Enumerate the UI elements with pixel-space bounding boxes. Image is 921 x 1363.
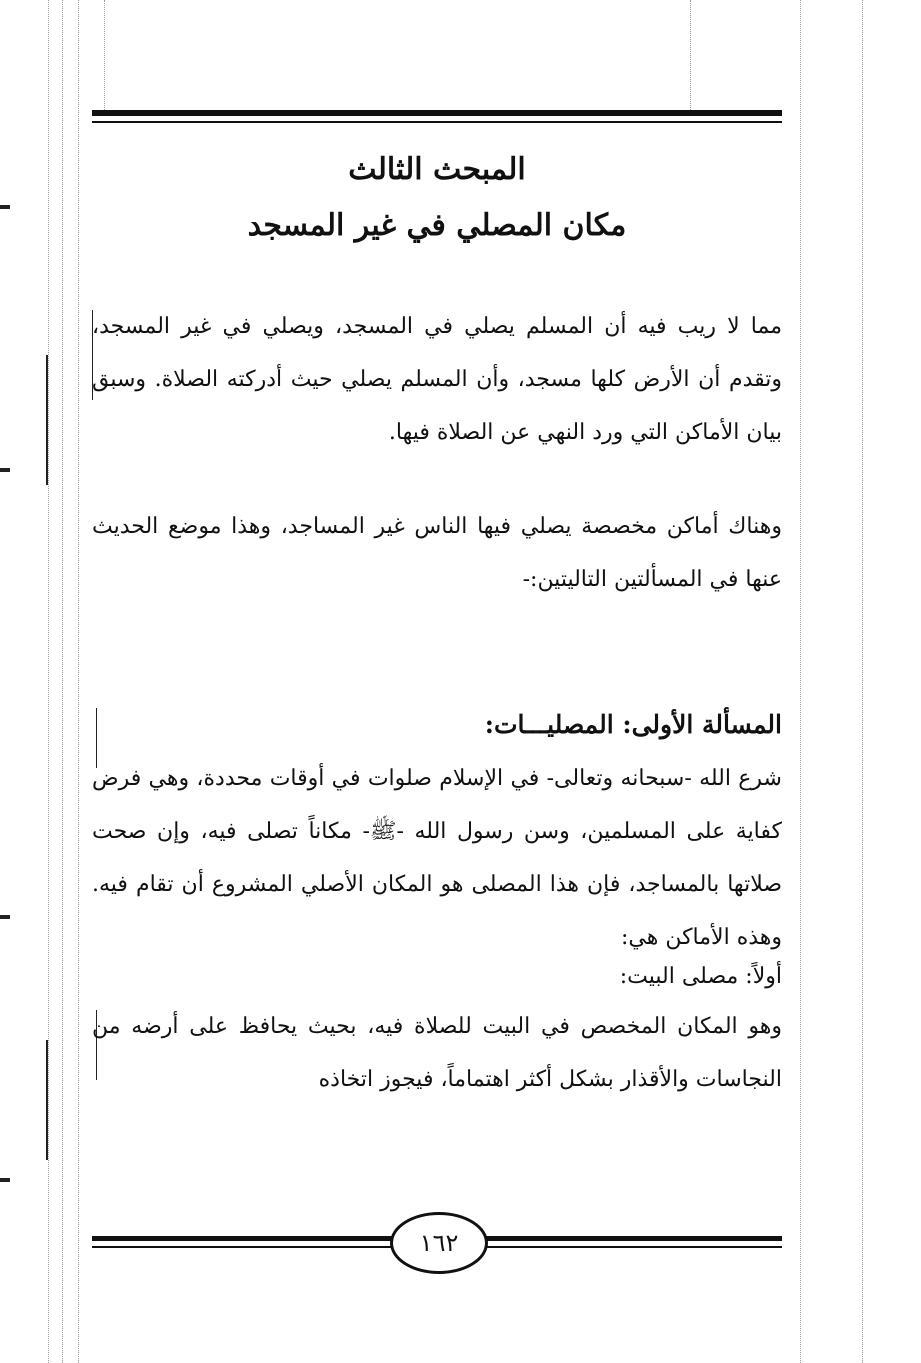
paragraph-2: وهناك أماكن مخصصة يصلي فيها الناس غير المساجد، وهذا موضع الحديث عنها في المسألتين التاليتين:- bbox=[92, 514, 782, 592]
scan-artifact-line bbox=[48, 0, 49, 1363]
issue-heading: المسألة الأولى: المصليـــات: bbox=[484, 710, 782, 739]
scan-artifact-mark bbox=[0, 468, 10, 472]
scan-artifact-line bbox=[104, 0, 105, 110]
scan-artifact-mark bbox=[0, 1178, 10, 1182]
item-1-heading: أولاً: مصلى البيت: bbox=[619, 964, 782, 989]
scan-artifact-mark bbox=[46, 1040, 48, 1160]
scan-artifact-mark bbox=[46, 355, 48, 485]
scan-artifact-line bbox=[78, 0, 79, 1363]
top-rule-thick bbox=[92, 110, 782, 116]
section-subtitle: مكان المصلي في غير المسجد bbox=[247, 208, 627, 243]
page-number: ١٦٢ bbox=[390, 1212, 488, 1274]
paragraph-3: شرع الله -سبحانه وتعالى- في الإسلام صلوات في أوقات محددة، وهي فرض كفاية على المسلمين، وسن رسول الله -ﷺ- مكاناً تصلى فيه، وإن صحت صلاتها بالمساجد، فإن هذا المصلى هو المكان الأصلي المشروع أن تقام فيه. وهذه الأماكن هي: bbox=[92, 766, 782, 950]
top-rule-thin bbox=[92, 121, 782, 123]
paragraph-1: مما لا ريب فيه أن المسلم يصلي في المسجد، ويصلي في غير المسجد، وتقدم أن الأرض كلها مسجد، وأن المسلم يصلي حيث أدركته الصلاة. وسبق بيان الأماكن التي ورد النهي عن الصلاة فيها. bbox=[92, 314, 782, 445]
scan-artifact-line bbox=[62, 0, 63, 1363]
scan-artifact-mark bbox=[0, 915, 10, 919]
section-title: المبحث الثالث bbox=[348, 152, 526, 187]
scan-artifact-mark bbox=[0, 205, 10, 209]
scan-artifact-line bbox=[690, 0, 691, 110]
scan-artifact-line bbox=[862, 0, 863, 1363]
scan-artifact-line bbox=[800, 0, 801, 1363]
paragraph-4: وهو المكان المخصص في البيت للصلاة فيه، بحيث يحافظ على أرضه من النجاسات والأقذار بشكل أكثر اهتماماً، فيجوز اتخاذه bbox=[92, 1014, 782, 1092]
